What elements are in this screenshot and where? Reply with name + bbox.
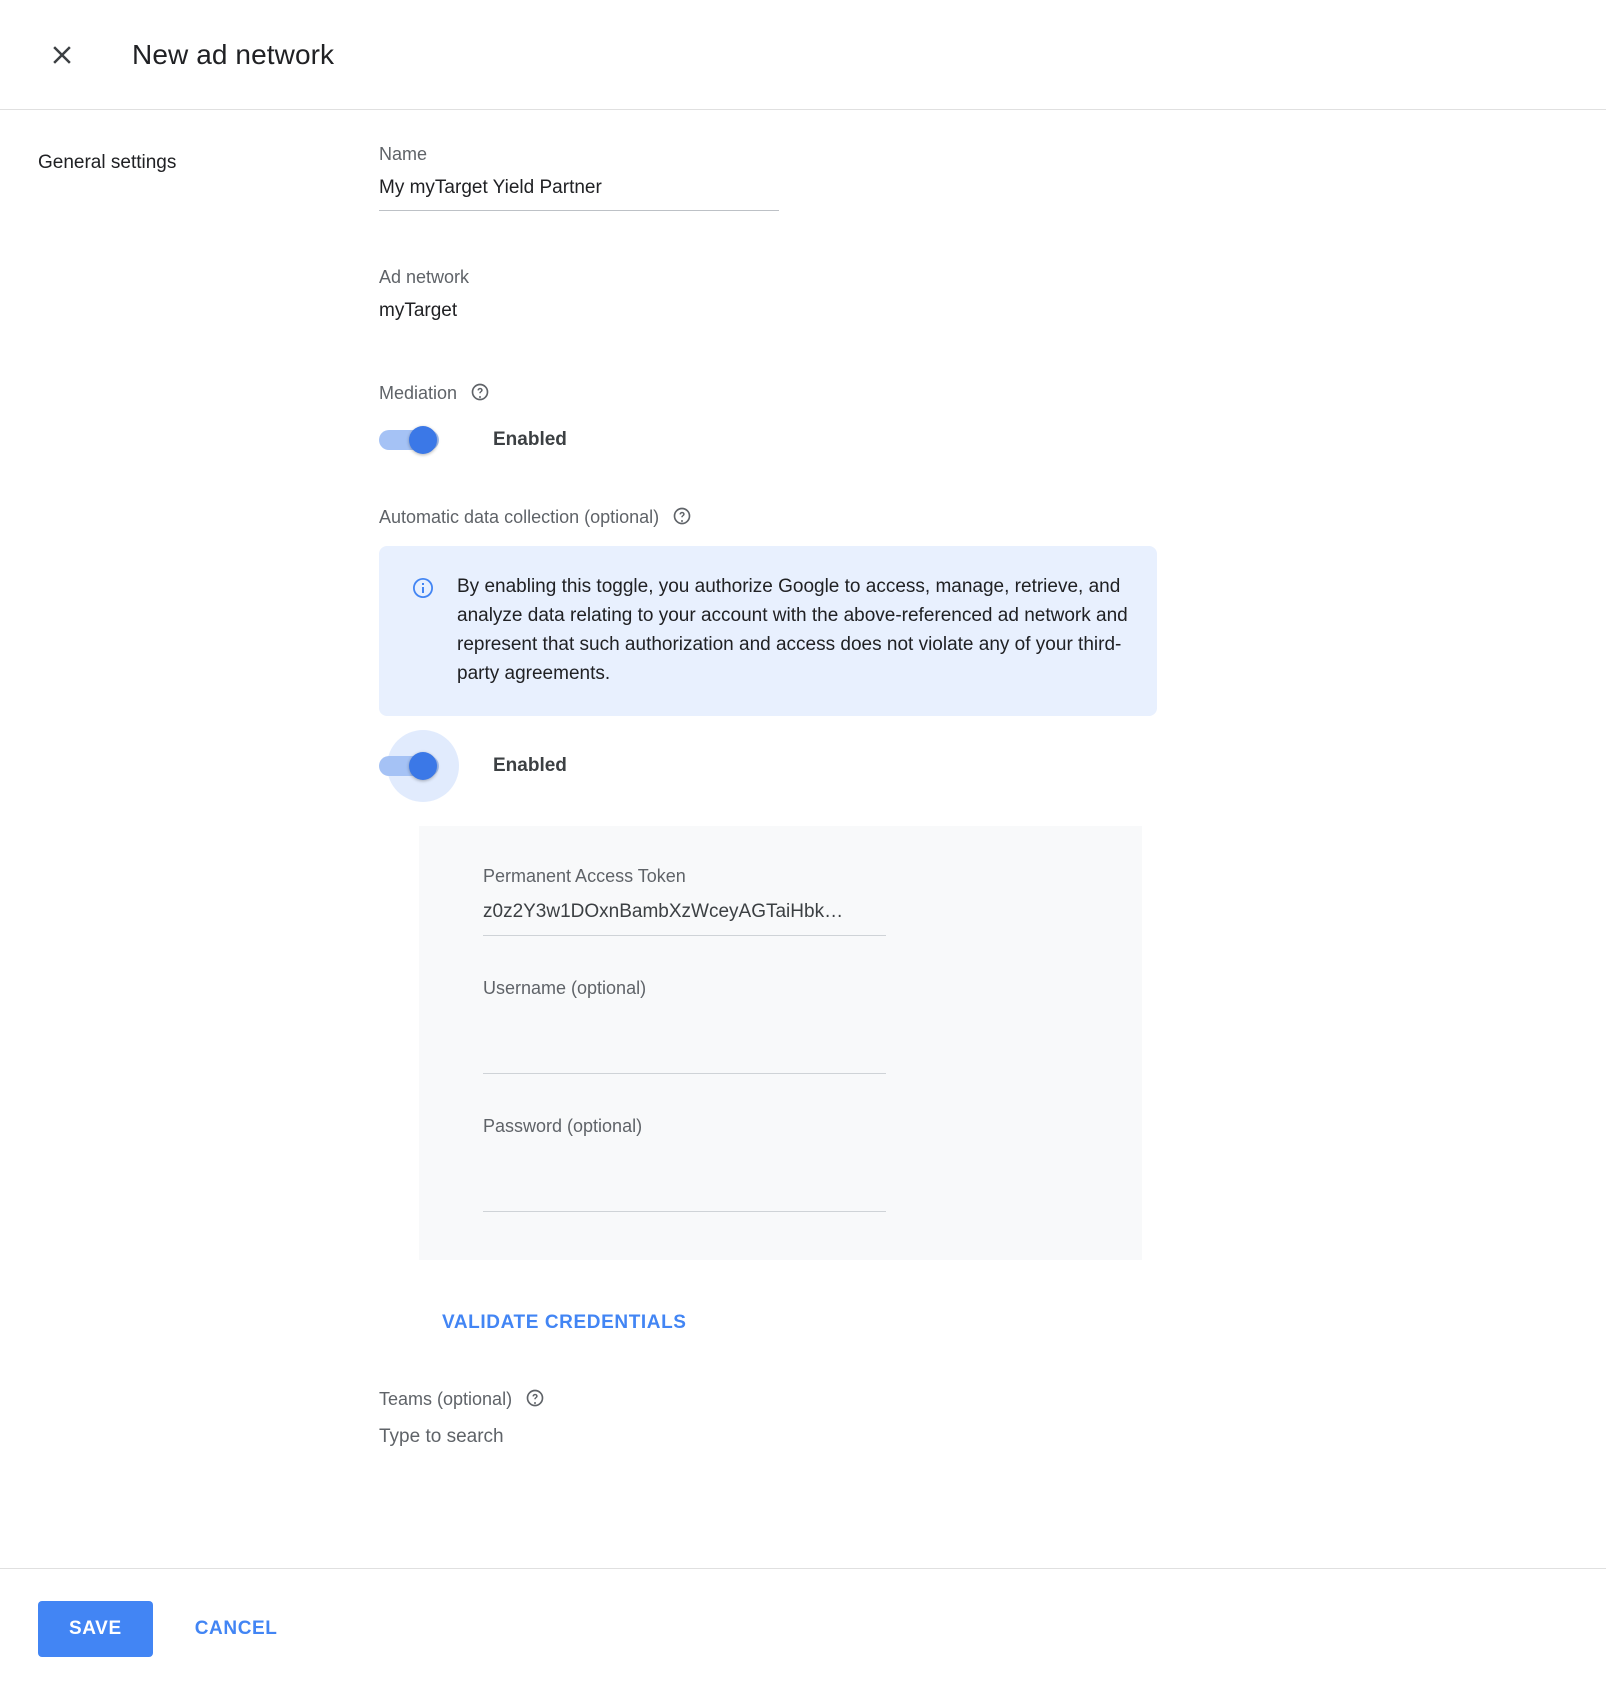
dialog-footer — [0, 1568, 1606, 1688]
username-input[interactable] — [483, 1013, 886, 1074]
help-icon[interactable] — [470, 382, 490, 402]
page-title: New ad network — [132, 38, 335, 70]
mediation-label — [379, 382, 1279, 404]
field-automatic-data-collection — [379, 506, 1279, 780]
teams-search-input[interactable]: Type to search — [379, 1426, 504, 1448]
teams-label — [379, 1388, 1279, 1410]
help-icon[interactable] — [525, 1388, 545, 1408]
authorization-info-text: By enabling this toggle, you authorize Google to access, manage, retrieve, and analyze data relating to your account with the above-referenced ad network and represent that such authorization and access does not violate any of your third-party agreements. — [457, 576, 1128, 685]
password-input[interactable] — [483, 1151, 886, 1212]
teams-label-text: Teams (optional) — [379, 1389, 513, 1410]
ad-network-label: Ad network — [379, 267, 470, 287]
general-settings-form — [379, 144, 1279, 1448]
validate-credentials-button[interactable]: VALIDATE CREDENTIALS — [436, 1302, 693, 1344]
field-username — [483, 978, 1142, 1074]
automatic-data-collection-label — [379, 506, 1279, 528]
cancel-button[interactable]: CANCEL — [185, 1604, 288, 1654]
field-password — [483, 1116, 1142, 1212]
field-name — [379, 144, 1279, 211]
close-icon — [47, 40, 77, 70]
automatic-data-collection-label-text: Automatic data collection (optional) — [379, 507, 660, 527]
ad-network-value: myTarget — [379, 300, 458, 321]
name-input[interactable] — [379, 177, 779, 211]
permanent-access-token-label: Permanent Access Token — [483, 866, 686, 887]
field-mediation — [379, 382, 1279, 454]
dialog-header — [0, 0, 1606, 110]
username-label: Username (optional) — [483, 978, 647, 999]
credentials-card — [419, 826, 1142, 1260]
dialog-content — [0, 110, 1606, 1568]
field-permanent-access-token — [483, 866, 1142, 936]
field-teams — [379, 1388, 1279, 1448]
save-button[interactable]: SAVE — [38, 1601, 153, 1657]
name-label: Name — [379, 144, 428, 164]
authorization-info-banner — [379, 546, 1157, 716]
adc-toggle-knob — [409, 752, 437, 780]
mediation-toggle-row — [379, 426, 1279, 454]
mediation-toggle-label: Enabled — [493, 429, 567, 450]
automatic-data-collection-toggle[interactable] — [379, 752, 443, 780]
close-button[interactable] — [38, 31, 86, 79]
field-ad-network — [379, 267, 1279, 326]
mediation-label-text: Mediation — [379, 383, 458, 403]
permanent-access-token-input[interactable] — [483, 901, 886, 936]
mediation-toggle[interactable] — [379, 426, 443, 454]
info-icon — [411, 576, 435, 605]
automatic-data-collection-toggle-row — [379, 752, 1279, 780]
section-label-general-settings: General settings — [38, 152, 177, 173]
mediation-toggle-knob — [409, 426, 437, 454]
password-label: Password (optional) — [483, 1116, 643, 1137]
help-icon[interactable] — [672, 506, 692, 526]
automatic-data-collection-toggle-label: Enabled — [493, 755, 567, 777]
